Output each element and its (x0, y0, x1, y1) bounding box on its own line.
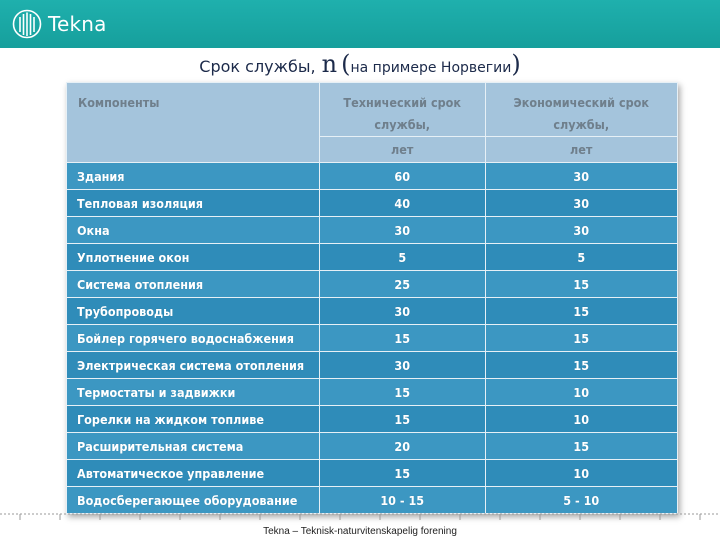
title-symbol: n (321, 50, 338, 78)
cell-component: Здания (67, 163, 320, 190)
cell-component: Трубопроводы (67, 298, 320, 325)
ruler-decoration (0, 512, 720, 522)
logo-text: Tekna (48, 12, 107, 36)
tekna-logo (12, 8, 107, 40)
cell-component: Электрическая система отопления (67, 352, 320, 379)
title-open-paren: ( (341, 50, 351, 78)
header-unit-economic: лет (485, 137, 678, 163)
cell-technical: 30 (319, 217, 485, 244)
table-row (67, 190, 678, 217)
title-main: Срок службы, (199, 57, 316, 76)
cell-component: Бойлер горячего водоснабжения (67, 325, 320, 352)
cell-component: Расширительная система (67, 433, 320, 460)
cell-economic: 5 - 10 (485, 487, 678, 514)
cell-component: Горелки на жидком топливе (67, 406, 320, 433)
cell-component: Термостаты и задвижки (67, 379, 320, 406)
cell-technical: 15 (319, 325, 485, 352)
cell-economic: 10 (485, 379, 678, 406)
table-body (67, 163, 678, 514)
header-technical: Технический срок службы, (319, 83, 485, 137)
table-row (67, 433, 678, 460)
cell-technical: 10 - 15 (319, 487, 485, 514)
cell-component: Система отопления (67, 271, 320, 298)
cell-economic: 15 (485, 271, 678, 298)
header-component: Компоненты (67, 83, 320, 163)
cell-economic: 15 (485, 352, 678, 379)
table-row (67, 487, 678, 514)
header-bar (0, 0, 720, 48)
title-subtitle: на примере Норвегии (350, 60, 512, 76)
cell-economic: 30 (485, 217, 678, 244)
cell-economic: 10 (485, 460, 678, 487)
cell-technical: 15 (319, 460, 485, 487)
cell-technical: 60 (319, 163, 485, 190)
cell-economic: 30 (485, 163, 678, 190)
data-table (66, 82, 678, 514)
cell-technical: 30 (319, 298, 485, 325)
cell-technical: 5 (319, 244, 485, 271)
header-economic: Экономический срок службы, (485, 83, 678, 137)
cell-economic: 5 (485, 244, 678, 271)
tekna-logo-icon (12, 9, 42, 39)
table-row (67, 163, 678, 190)
page-title (0, 50, 720, 82)
cell-economic: 15 (485, 433, 678, 460)
footer-text: Tekna – Teknisk-naturvitenskapelig forening (263, 526, 457, 537)
table-row (67, 298, 678, 325)
table-row (67, 379, 678, 406)
cell-technical: 30 (319, 352, 485, 379)
cell-economic: 15 (485, 298, 678, 325)
service-life-table (66, 82, 678, 514)
cell-component: Окна (67, 217, 320, 244)
cell-economic: 15 (485, 325, 678, 352)
cell-economic: 10 (485, 406, 678, 433)
cell-economic: 30 (485, 190, 678, 217)
cell-technical: 20 (319, 433, 485, 460)
header-unit-technical: лет (319, 137, 485, 163)
cell-component: Тепловая изоляция (67, 190, 320, 217)
cell-component: Уплотнение окон (67, 244, 320, 271)
table-row (67, 352, 678, 379)
table-row (67, 217, 678, 244)
cell-technical: 15 (319, 406, 485, 433)
cell-technical: 25 (319, 271, 485, 298)
table-row (67, 460, 678, 487)
cell-technical: 15 (319, 379, 485, 406)
table-row (67, 244, 678, 271)
cell-component: Водосберегающее оборудование (67, 487, 320, 514)
cell-technical: 40 (319, 190, 485, 217)
title-close-paren: ) (511, 50, 521, 78)
cell-component: Автоматическое управление (67, 460, 320, 487)
table-row (67, 271, 678, 298)
header-row (67, 83, 678, 137)
table-row (67, 325, 678, 352)
table-row (67, 406, 678, 433)
